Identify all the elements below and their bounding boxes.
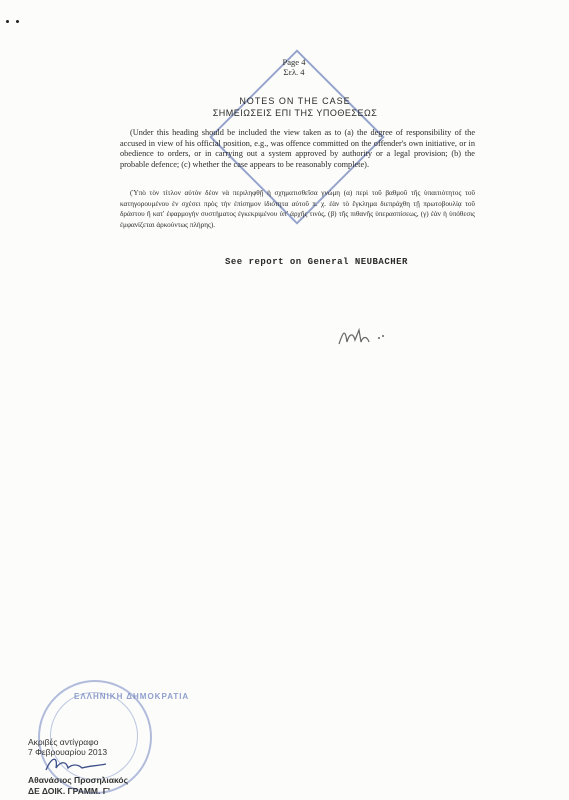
title-gr: ΣΗΜΕΙΩΣΕΙΣ ΕΠΙ ΤΗΣ ΥΠΟΘΕΣΕΩΣ: [212, 108, 378, 118]
cert-dept: ΔΕ ΔΟΙΚ. ΓΡΑΜΜ. Γ': [28, 786, 110, 796]
instructions-en: (Under this heading should be included the view taken as to (a) the degree of responsibility of the accused in view of his official position, e.g., was offence committed on the offender's own initiative, or in obedience to orders, or in carrying out a system approved by authority or a legal provision; (b) the probable defence; (c) whether the case appears to be reasonably complete).: [120, 128, 475, 169]
page-number-gr: Σελ. 4: [283, 67, 305, 77]
cert-line-1: Ακριβές αντίγραφο: [28, 737, 99, 747]
scan-mark: [16, 20, 19, 23]
handwritten-initials: [335, 322, 395, 352]
typed-note: See report on General NEUBACHER: [225, 257, 408, 267]
title-en: NOTES ON THE CASE: [239, 96, 351, 106]
signature: [42, 754, 112, 776]
scan-mark: [6, 20, 9, 23]
round-stamp-text: ΕΛΛΗΝΙΚΗ ΔΗΜΟΚΡΑΤΙΑ: [74, 692, 190, 701]
cert-name: Αθανάσιος Προσηλιακός: [28, 775, 129, 785]
page-number-en: Page 4: [282, 57, 306, 67]
cert-line-2: 7 Φεβρουαρίου 2013: [28, 747, 108, 757]
instructions-gr: (Ὑπὸ τὸν τίτλον αὐτὸν δέον νὰ περιληφθῇ ἡ σχηματισθεῖσα γνώμη (α) περὶ τοῦ βαθμοῦ τῆς ὑπαιτιότητος τοῦ κατηγορουμένου ἐν σχέσει πρὸς τὴν ἐπίσημον ἰδιότητα αὐτοῦ π. χ. ἐὰν τὸ ἔγκλημα διεπράχθη τῇ πρωτοβουλίᾳ τοῦ δράστου ἢ κατ' ἐφαρμογὴν συστήματος ἐγκεκριμένου ὑπ' ἀρχῆς τινός, (β) τῆς πιθανῆς ὑπερασπίσεως, (γ) ἐὰν ἡ ὑπόθεσις ἐμφανίζεται ἀρκούντως πλήρης).: [120, 189, 475, 229]
